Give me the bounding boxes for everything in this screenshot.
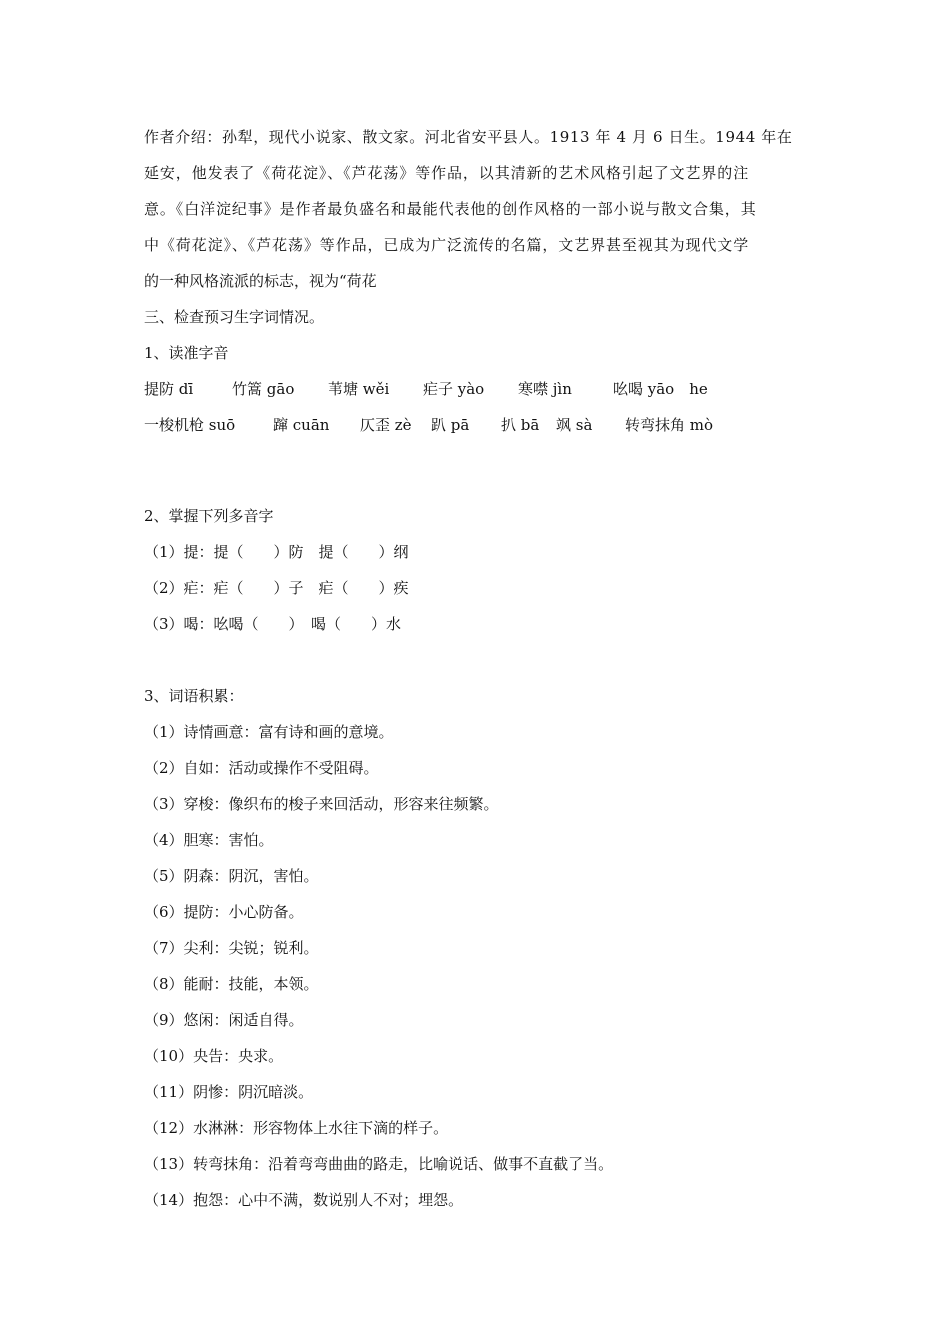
pinyin-item: 一梭机枪 suō (144, 416, 236, 434)
intro-line-2: 延安，他发表了《荷花淀》、《芦花荡》等作品，以其清新的艺术风格引起了文艺界的注 (144, 164, 750, 182)
pinyin-item: 飒 sà (556, 416, 593, 434)
intro-line-3: 意。《白洋淀纪事》是作者最负盛名和最能代表他的创作风格的一部小说与散文合集，其 (144, 200, 757, 218)
reading-title: 1、读准字音 (144, 344, 229, 362)
vocab-item: （3）穿梭：像织布的梭子来回活动，形容来往频繁。 (144, 795, 499, 813)
pinyin-item: 趴 pā (431, 416, 470, 434)
vocab-item: （9）悠闲：闲适自得。 (144, 1011, 304, 1029)
pinyin-item: 提防 dī (144, 380, 194, 398)
intro-line-1: 作者介绍：孙犁，现代小说家、散文家。河北省安平县人。1913 年 4 月 6 日生。1944 年在 (144, 128, 793, 146)
pinyin-item: 转弯抹角 mò (625, 416, 714, 434)
pinyin-item: 蹿 cuān (273, 416, 330, 434)
vocab-item: （12）水淋淋：形容物体上水往下滴的样子。 (144, 1119, 449, 1137)
vocab-item: （11）阴惨：阴沉暗淡。 (144, 1083, 314, 1101)
pinyin-item: 疟子 yào (423, 380, 485, 398)
vocab-item: （4）胆寒：害怕。 (144, 831, 274, 849)
polyphone-item: （3）喝：吆喝（ ） 喝（ ）水 (144, 615, 402, 633)
vocab-item: （14）抱怨：心中不满，数说别人不对；埋怨。 (144, 1191, 464, 1209)
vocab-title: 3、词语积累： (144, 687, 244, 705)
vocab-item: （8）能耐：技能，本领。 (144, 975, 319, 993)
vocab-item: （13）转弯抹角：沿着弯弯曲曲的路走，比喻说话、做事不直截了当。 (144, 1155, 614, 1173)
vocab-item: （10）央告：央求。 (144, 1047, 284, 1065)
vocab-item: （2）自如：活动或操作不受阻碍。 (144, 759, 379, 777)
pinyin-item: 竹篙 gāo (232, 380, 295, 398)
pinyin-item: 仄歪 zè (360, 416, 412, 434)
polyphone-item: （2）疟：疟（ ）子 疟（ ）疾 (144, 579, 409, 597)
intro-line-5: 的一种风格流派的标志，视为“荷花 (144, 272, 377, 290)
pinyin-item: 吆喝 yāo he (613, 380, 708, 398)
vocab-item: （6）提防：小心防备。 (144, 903, 304, 921)
polyphone-title: 2、掌握下列多音字 (144, 507, 274, 525)
pinyin-item: 寒噤 jìn (518, 380, 572, 398)
intro-line-4: 中《荷花淀》、《芦花荡》等作品，已成为广泛流传的名篇，文艺界甚至视其为现代文学 (144, 236, 750, 254)
vocab-item: （7）尖利：尖锐；锐利。 (144, 939, 319, 957)
vocab-item: （1）诗情画意：富有诗和画的意境。 (144, 723, 394, 741)
polyphone-item: （1）提：提（ ）防 提（ ）纲 (144, 543, 409, 561)
pinyin-item: 苇塘 wěi (328, 380, 390, 398)
pinyin-item: 扒 bā (501, 416, 540, 434)
vocab-item: （5）阴森：阴沉，害怕。 (144, 867, 319, 885)
section-heading: 三、检查预习生字词情况。 (144, 308, 325, 326)
